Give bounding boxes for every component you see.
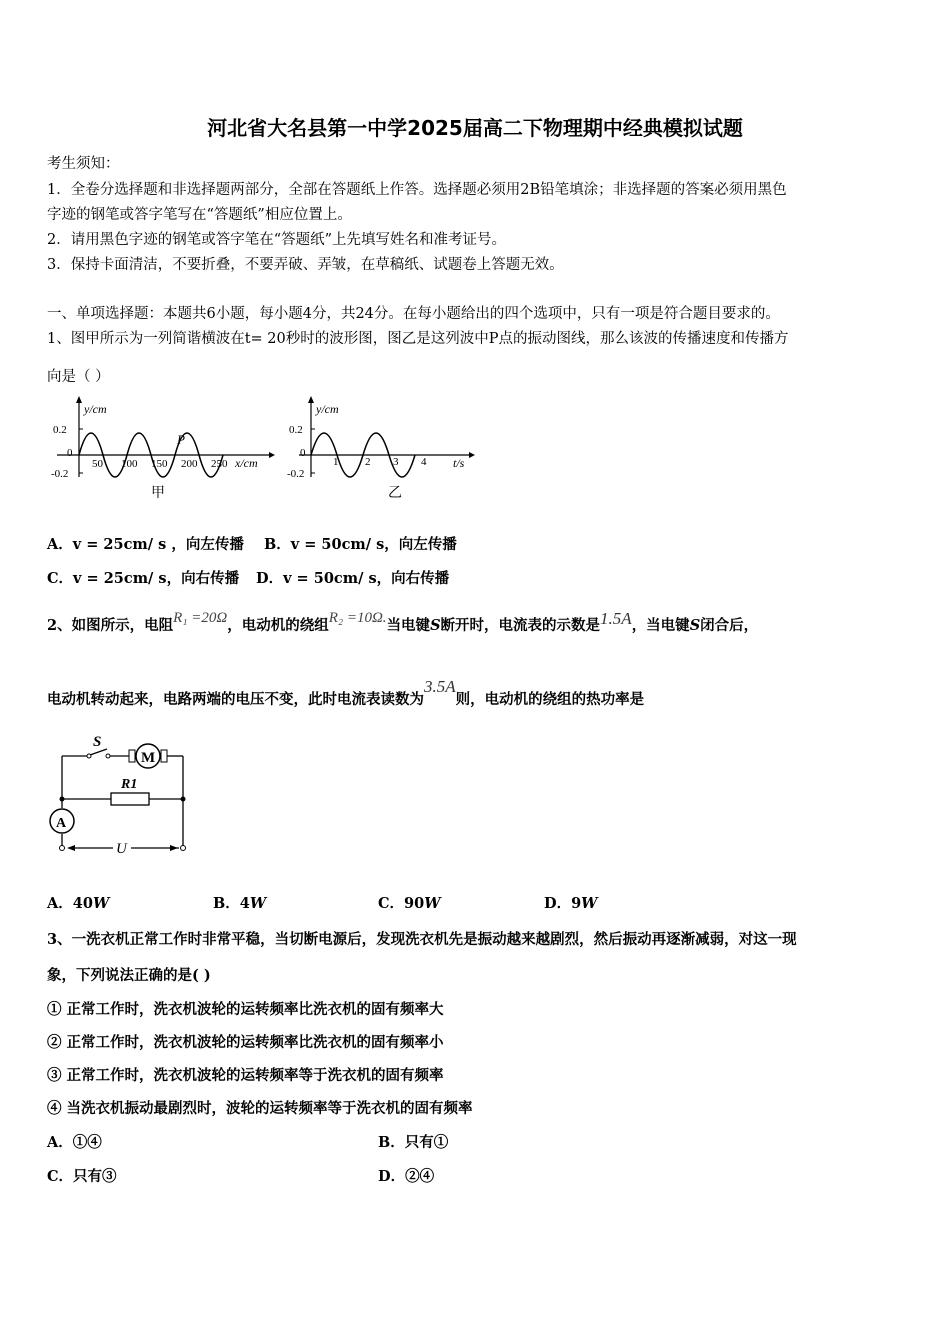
option-label: A． — [47, 895, 73, 912]
q3-statement: ④ 当洗衣机振动最剧烈时，波轮的运转频率等于洗衣机的固有频率 — [47, 1100, 473, 1117]
q1-stem: 向是（ ） — [47, 369, 110, 385]
notice-line: 2．请用黑色字迹的钢笔或答字笔在“答题纸”上先填写姓名和准考证号。 — [47, 232, 507, 248]
option-label: B． — [213, 895, 240, 912]
switch-label: S — [93, 734, 102, 750]
arrow-right — [170, 845, 178, 851]
q2-text: 电动机转动起来，电路两端的电压不变，此时电流表读数为 — [47, 691, 424, 708]
q3-option-c[interactable]: C．只有③ — [47, 1168, 117, 1185]
section-heading: 一、单项选择题：本题共6小题，每小题4分，共24分。在每小题给出的四个选项中，只有一项是符合题目要求的。 — [47, 306, 780, 322]
option-label: D． — [544, 895, 572, 912]
option-value: 9 — [571, 895, 582, 912]
motor-brush — [161, 750, 167, 762]
x-arrow — [469, 452, 475, 458]
x-tick: 3 — [393, 456, 399, 468]
q2-option-b[interactable] — [213, 892, 266, 913]
option-unit: W — [424, 895, 441, 912]
switch-contact — [106, 754, 110, 758]
q3-stem: 象，下列说法正确的是( ) — [47, 967, 211, 984]
ammeter-label: A — [56, 816, 67, 831]
arrow-left — [67, 845, 75, 851]
notice-heading: 考生须知： — [47, 156, 120, 172]
notice-line: 3．保持卡面清洁，不要折叠，不要弄破、弄皱，在草稿纸、试题卷上答题无效。 — [47, 257, 564, 273]
option-label: C． — [378, 895, 405, 912]
q3-statement: ③ 正常工作时，洗衣机波轮的运转频率等于洗衣机的固有频率 — [47, 1067, 444, 1084]
q2-stem-line2 — [47, 677, 645, 709]
y-arrow — [308, 396, 314, 403]
q1-stem: 1、图甲所示为一列简谐横波在t= 20秒时的波形图，图乙是这列波中P点的振动图线，那么该波的传播速度和传播方 — [47, 331, 789, 347]
switch-contact — [87, 754, 91, 758]
motor-label: M — [141, 750, 156, 766]
option-unit: W — [92, 895, 110, 912]
q1-option-b[interactable]: B．v = 50cm/ s，向左传播 — [264, 536, 457, 553]
q2-text: 则，电动机的绕组的热功率是 — [455, 691, 645, 708]
graph-caption: 甲 — [151, 486, 165, 501]
circuit-diagram — [45, 730, 195, 860]
q3-statement: ① 正常工作时，洗衣机波轮的运转频率比洗衣机的固有频率大 — [47, 1001, 444, 1018]
x-label: x/cm — [235, 456, 258, 470]
q1-option-c[interactable]: C．v = 25cm/ s，向右传播 — [47, 570, 240, 587]
q2-text: 断开时，电流表的示数是 — [440, 617, 601, 634]
q2-text: 当电键 — [386, 617, 431, 634]
terminal — [181, 846, 186, 851]
vibration-graph-yi — [285, 393, 480, 505]
q2-stem-line1 — [47, 609, 759, 635]
q3-option-b[interactable]: B．只有① — [378, 1134, 449, 1151]
option-value: 90 — [404, 895, 425, 912]
tick-zero: 0 — [67, 447, 73, 459]
page-title: 河北省大名县第一中学2025届高二下物理期中经典模拟试题 — [207, 116, 743, 140]
motor-brush — [129, 750, 135, 762]
q2-i2: 3.5A — [424, 677, 456, 696]
q2-text: 2、如图所示，电阻 — [47, 617, 174, 634]
point-p: P — [177, 432, 185, 447]
x-label: t/s — [453, 456, 465, 470]
q2-switch-s: S — [689, 617, 701, 634]
x-tick: 250 — [211, 458, 228, 470]
q3-option-a[interactable]: A．①④ — [47, 1134, 102, 1151]
q2-text: 闭合后， — [700, 617, 759, 634]
notice-line: 1．全卷分选择题和非选择题两部分，全部在答题纸上作答。选择题必须用2B铅笔填涂；非选择题的答案必须用黑色 — [47, 182, 787, 198]
x-tick: 2 — [365, 456, 371, 468]
q2-i1: 1.5A — [600, 609, 632, 628]
y-arrow — [76, 396, 82, 403]
x-arrow — [269, 452, 275, 458]
option-value: 4 — [239, 895, 250, 912]
tick-bottom: -0.2 — [287, 468, 305, 480]
tick-top: 0.2 — [289, 424, 303, 436]
wave-graph-jia — [47, 393, 277, 505]
graph-caption: 乙 — [388, 486, 402, 501]
tick-bottom: -0.2 — [51, 468, 69, 480]
q2-option-d[interactable] — [544, 892, 597, 913]
q2-text: ，电动机的绕组 — [227, 617, 329, 634]
option-value: 40 — [72, 895, 93, 912]
x-tick: 1 — [333, 456, 339, 468]
x-tick: 100 — [121, 458, 138, 470]
q3-option-d[interactable]: D．②④ — [378, 1168, 435, 1185]
notice-line: 字迹的钢笔或答字笔写在“答题纸”相应位置上。 — [47, 207, 352, 223]
q2-switch-s: S — [430, 617, 441, 634]
x-tick: 150 — [151, 458, 168, 470]
q3-statement: ② 正常工作时，洗衣机波轮的运转频率比洗衣机的固有频率小 — [47, 1034, 444, 1051]
y-label: y/cm — [84, 402, 107, 416]
terminal — [60, 846, 65, 851]
junction-dot — [60, 797, 65, 802]
resistor-label: R1 — [121, 777, 138, 792]
x-tick: 200 — [181, 458, 198, 470]
junction-dot — [181, 797, 186, 802]
q3-stem: 3、一洗衣机正常工作时非常平稳，当切断电源后，发现洗衣机先是振动越来越剧烈，然后振动再逐渐减弱，对这一现 — [47, 931, 797, 948]
tick-zero: 0 — [300, 447, 306, 459]
y-label: y/cm — [316, 402, 339, 416]
option-unit: W — [581, 895, 598, 912]
option-unit: W — [249, 895, 267, 912]
q2-option-c[interactable] — [378, 892, 441, 913]
q1-option-a[interactable]: A．v = 25cm/ s ，向左传播 — [47, 536, 244, 553]
x-tick: 50 — [92, 458, 103, 470]
resistor-r1 — [111, 793, 149, 805]
x-tick: 4 — [421, 456, 427, 468]
tick-top: 0.2 — [53, 424, 67, 436]
q1-option-d[interactable]: D．v = 50cm/ s，向右传播 — [256, 570, 450, 587]
q2-r1: R₁ =20Ω — [173, 610, 228, 626]
q2-option-a[interactable] — [47, 892, 109, 913]
voltage-label: U — [116, 841, 127, 857]
q2-r2: R₂ =10Ω. — [328, 610, 387, 626]
q2-text: ，当电键 — [631, 617, 690, 634]
